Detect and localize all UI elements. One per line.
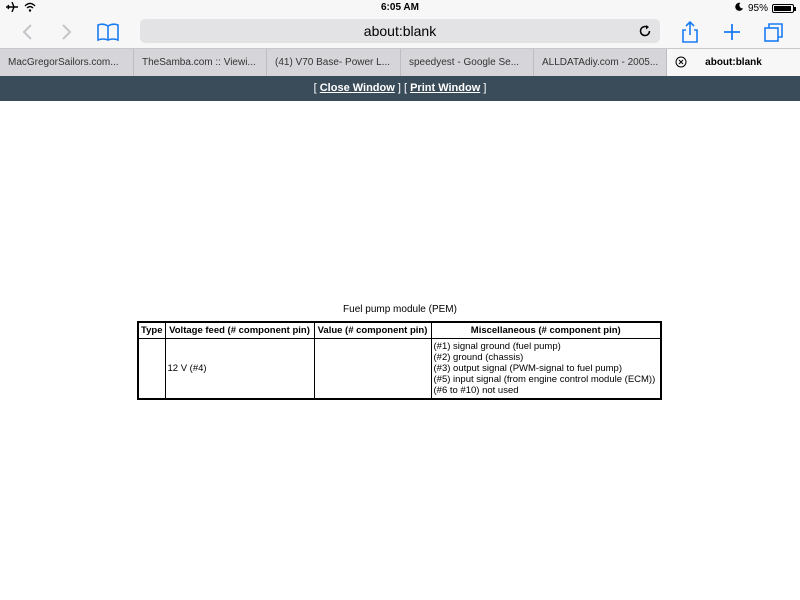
new-tab-button[interactable] xyxy=(719,19,745,45)
url-bar[interactable] xyxy=(140,19,660,43)
bracket-text: ] [ xyxy=(394,82,411,94)
misc-line: (#5) input signal (from engine control module (ECM)) xyxy=(433,373,656,385)
pem-table xyxy=(137,321,662,400)
bracket-text: ] xyxy=(480,82,487,94)
chevron-left-icon xyxy=(21,23,33,41)
column-header: Type xyxy=(138,322,165,338)
tab[interactable]: speedyest - Google Se... xyxy=(401,49,534,76)
status-bar xyxy=(0,0,800,16)
tab-active[interactable] xyxy=(667,49,800,76)
plus-icon xyxy=(722,22,742,42)
column-header: Value (# component pin) xyxy=(314,322,431,338)
share-icon xyxy=(680,20,700,44)
table-header-row xyxy=(138,322,661,338)
tabs-icon xyxy=(763,21,785,43)
battery-percent: 95% xyxy=(747,2,768,14)
voltage-cell: 12 V (#4) xyxy=(165,338,314,399)
table-caption: Fuel pump module (PEM) xyxy=(343,304,457,315)
close-window-link[interactable]: Close Window xyxy=(319,82,395,94)
tabs-overview-button[interactable] xyxy=(761,19,787,45)
table-row xyxy=(138,338,661,399)
browser-toolbar xyxy=(0,16,800,48)
chevron-right-icon xyxy=(61,23,73,41)
share-button[interactable] xyxy=(677,19,703,45)
tab-label: about:blank xyxy=(705,57,762,68)
battery-icon xyxy=(772,4,794,13)
status-time: 6:05 AM xyxy=(381,2,419,13)
misc-line: (#3) output signal (PWM-signal to fuel pump) xyxy=(433,362,622,374)
url-text: about:blank xyxy=(363,23,437,39)
misc-line: (#6 to #10) not used xyxy=(433,384,519,396)
type-cell xyxy=(138,338,165,399)
tab[interactable]: ALLDATAdiy.com - 2005... xyxy=(534,49,667,76)
tab-bar xyxy=(0,48,800,76)
moon-icon xyxy=(735,2,744,14)
reload-icon xyxy=(638,24,652,38)
reload-button[interactable] xyxy=(636,22,654,40)
forward-button[interactable] xyxy=(54,19,80,45)
column-header: Voltage feed (# component pin) xyxy=(165,322,314,338)
close-tab-button[interactable] xyxy=(675,56,687,68)
bracket-text: [ xyxy=(313,82,320,94)
back-button[interactable] xyxy=(14,19,40,45)
value-cell xyxy=(314,338,431,399)
misc-line: (#2) ground (chassis) xyxy=(433,351,524,363)
misc-line: (#1) signal ground (fuel pump) xyxy=(433,340,561,352)
column-header: Miscellaneous (# component pin) xyxy=(431,322,661,338)
tab[interactable]: (41) V70 Base- Power L... xyxy=(267,49,401,76)
tab[interactable]: MacGregorSailors.com... xyxy=(0,49,134,76)
battery-level xyxy=(774,6,791,11)
bookmarks-button[interactable] xyxy=(95,19,121,45)
close-icon xyxy=(675,56,687,68)
print-window-link[interactable]: Print Window xyxy=(410,82,481,94)
misc-cell xyxy=(431,338,661,399)
book-icon xyxy=(96,22,120,42)
page-header xyxy=(0,76,800,101)
status-right xyxy=(735,2,794,14)
tab[interactable]: TheSamba.com :: Viewi... xyxy=(134,49,267,76)
